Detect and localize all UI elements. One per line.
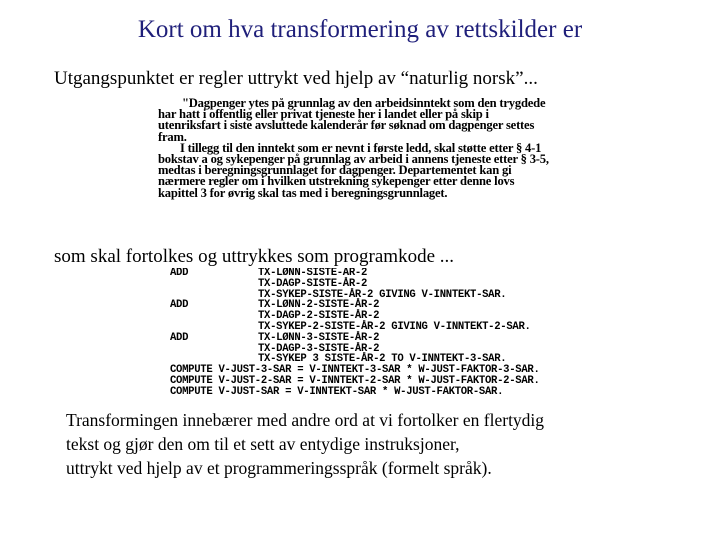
intro-text: Utgangspunktet er regler uttrykt ved hjelp av “naturlig norsk”...: [54, 68, 538, 89]
mid-text: som skal fortolkes og uttrykkes som programkode ...: [54, 246, 455, 267]
code-row: [170, 387, 580, 398]
code-operand: TX-SYKEP 3 SISTE-ÅR-2 TO V-INNTEKT-3-SAR.: [258, 353, 507, 366]
summary-line: uttrykt ved hjelp av et programmeringsspråk (formelt språk).: [66, 458, 492, 478]
law-line: har hatt i offentlig eller privat tjeneste her i landet eller på skip i: [158, 107, 489, 122]
law-line: nærmere regler om i hvilken utstrekning sykepenger etter denne lovs: [158, 174, 515, 189]
code-operand: TX-SYKEP-2-SISTE-ÅR-2 GIVING V-INNTEKT-2-SAR.: [258, 320, 531, 333]
code-statement: COMPUTE V-JUST-SAR = V-INNTEKT-SAR * W-JUST-FAKTOR-SAR.: [170, 385, 504, 398]
law-line: kapittel 3 for øvrig skal tas med i beregningsgrunnlaget.: [158, 185, 448, 200]
code-listing-image: [170, 268, 580, 400]
summary-line: tekst og gjør den om til et sett av entydige instruksjoner,: [66, 434, 460, 454]
law-line: utenriksfart i siste avsluttede kalenderår før søknad om dagpenger settes: [158, 118, 535, 133]
code-statement: COMPUTE V-JUST-2-SAR = V-INNTEKT-2-SAR * W-JUST-FAKTOR-2-SAR.: [170, 374, 540, 387]
law-line: I tillegg til den inntekt som er nevnt i første ledd, skal støtte etter § 4-1: [180, 140, 542, 155]
summary-line: Transformingen innebærer med andre ord at vi fortolker en flertydig: [66, 410, 545, 430]
summary-text: [66, 408, 544, 480]
law-text-image: [158, 98, 576, 220]
code-row: [170, 333, 580, 344]
code-operand: TX-DAGP-SISTE-ÅR-2: [258, 277, 368, 290]
code-statement: COMPUTE V-JUST-3-SAR = V-INNTEKT-3-SAR * W-JUST-FAKTOR-3-SAR.: [170, 364, 540, 377]
code-keyword: ADD: [170, 299, 189, 312]
code-keyword: ADD: [170, 268, 189, 279]
code-row: [170, 268, 580, 279]
code-operand: TX-SYKEP-SISTE-ÅR-2 GIVING V-INNTEKT-SAR.: [258, 288, 507, 301]
code-operand: TX-LØNN-3-SISTE-ÅR-2: [258, 331, 380, 344]
code-operand: TX-DAGP-3-SISTE-ÅR-2: [258, 342, 380, 355]
law-line: fram.: [158, 129, 187, 144]
slide-title: Kort om hva transformering av rettskilder er: [137, 16, 583, 43]
law-line: "Dagpenger ytes på grunnlag av den arbeidsinntekt som den trygdede: [182, 98, 546, 110]
code-operand: TX-LØNN-2-SISTE-ÅR-2: [258, 299, 380, 312]
law-line: bokstav a og sykepenger på grunnlag av arbeid i annens tjeneste etter § 3-5,: [158, 152, 549, 167]
code-row: [170, 279, 580, 290]
code-operand: TX-DAGP-2-SISTE-ÅR-2: [258, 310, 380, 323]
law-line: medtas i beregningsgrunnlaget for dagpenger. Departementet kan gi: [158, 163, 512, 178]
code-operand: TX-LØNN-SISTE-ÅR-2: [258, 268, 368, 279]
code-keyword: ADD: [170, 331, 189, 344]
